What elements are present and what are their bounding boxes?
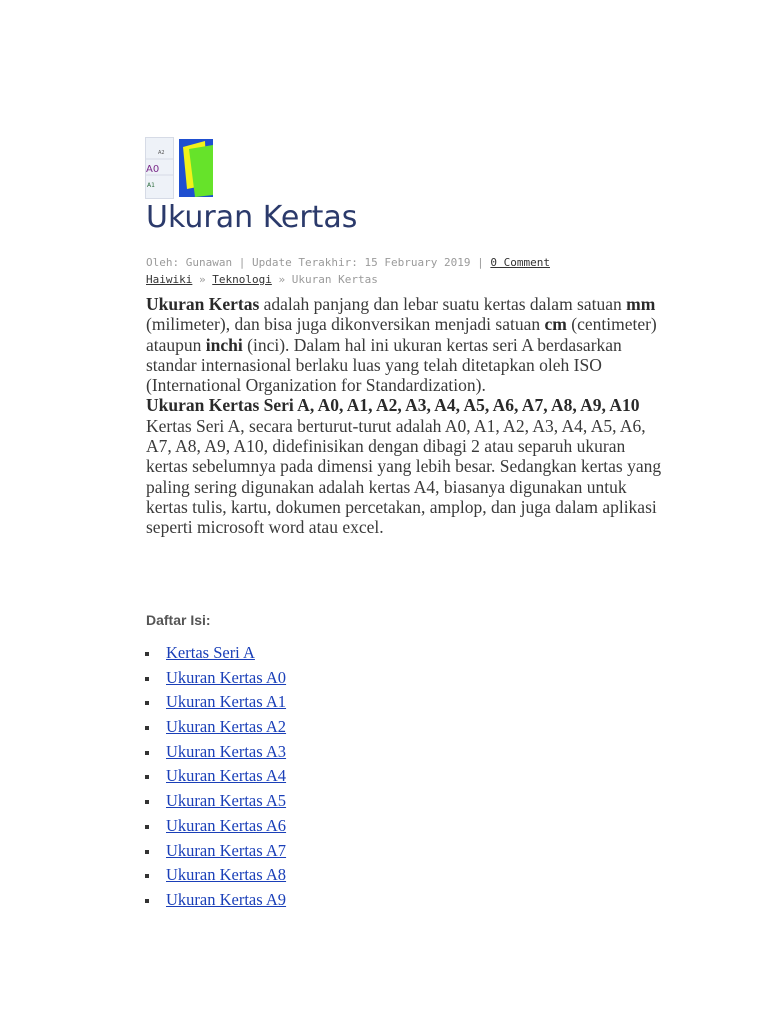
intro-text: (milimeter), dan bisa juga dikonversikan menjadi satuan [146,314,545,335]
toc-link-a3[interactable]: Ukuran Kertas A3 [166,741,287,761]
bullet-icon [145,652,149,656]
toc-item [146,791,286,816]
intro-bold-term: mm [626,294,656,314]
toc-link-kertas-seri-a[interactable]: Kertas Seri A [166,643,255,662]
toc-item [146,717,286,742]
intro-bold-term: cm [544,314,567,335]
toc-link-a9[interactable]: Ukuran Kertas A9 [166,889,287,909]
toc-item [146,692,286,717]
toc-item [146,643,286,668]
article-body [146,294,666,538]
bullet-icon [145,874,149,878]
bullet-icon [145,751,149,755]
toc-item [146,865,286,890]
intro-paragraph [146,294,666,395]
section-heading: Ukuran Kertas Seri A, A0, A1, A2, A3, A4, A5, A6, A7, A8, A9, A10 [146,395,640,416]
intro-text: (centimeter) ataupun [146,314,657,355]
bullet-icon [145,726,149,730]
toc-link-a0[interactable]: Ukuran Kertas A0 [166,667,287,687]
toc-item [146,742,286,767]
bullet-icon [145,701,149,705]
meta-author-date: Oleh: Gunawan | Update Terakhir: 15 February 2019 | [146,256,491,269]
intro-bold-term: Ukuran Kertas [146,294,260,314]
breadcrumb-separator: » [271,273,292,286]
breadcrumb-separator: » [192,273,213,286]
bullet-icon [145,677,149,681]
toc-link-a7[interactable]: Ukuran Kertas A7 [166,840,287,860]
thumb-label-a1: A1 [147,182,155,189]
breadcrumb [146,273,378,286]
toc-link-a4[interactable]: Ukuran Kertas A4 [166,766,287,786]
intro-bold-term: inchi [205,334,243,355]
intro-text: adalah panjang dan lebar suatu kertas dalam satuan [259,294,627,314]
comment-link[interactable]: 0 Comment [490,256,550,269]
bullet-icon [145,899,149,903]
toc-link-a8[interactable]: Ukuran Kertas A8 [166,865,287,885]
toc-link-a2[interactable]: Ukuran Kertas A2 [166,717,287,737]
toc-item [146,841,286,866]
toc-link-a1[interactable]: Ukuran Kertas A1 [166,692,287,712]
article-meta [146,256,550,269]
toc-title: Daftar Isi: [146,612,211,628]
breadcrumb-category[interactable]: Teknologi [212,273,272,286]
intro-text: (inci). Dalam hal ini ukuran kertas seri A berdasarkan standar internasional berlaku luas yang telah ditetapkan oleh ISO (International Organization for Standardization). [146,334,622,396]
bullet-icon [145,850,149,854]
thumb-label-a0: A0 [146,164,160,175]
toc-link-a6[interactable]: Ukuran Kertas A6 [166,815,287,835]
bullet-icon [145,800,149,804]
section-paragraph: Kertas Seri A, secara berturut-turut adalah A0, A1, A2, A3, A4, A5, A6, A7, A8, A9, A10, didefinisikan dengan dibagi 2 atau separuh ukuran kertas sebelumnya pada dimensi yang lebih besar. Sedangkan kertas yang paling sering digunakan adalah kertas A4, biasanya digunakan untuk kertas tulis, kartu, dokumen percetakan, amplop, dan juga dalam aplikasi seperti microsoft word atau excel. [146,415,662,538]
toc-link-a5[interactable]: Ukuran Kertas A5 [166,791,287,811]
bullet-icon [145,825,149,829]
breadcrumb-current: Ukuran Kertas [291,273,378,286]
toc-item [146,890,286,915]
thumb-label-a2: A2 [158,150,165,156]
table-of-contents [146,643,286,915]
toc-item [146,766,286,791]
page-title: Ukuran Kertas [146,200,358,235]
toc-item [146,668,286,693]
bullet-icon [145,775,149,779]
paper-sizes-thumbnail [145,137,215,199]
breadcrumb-home[interactable]: Haiwiki [146,273,193,286]
toc-item [146,816,286,841]
